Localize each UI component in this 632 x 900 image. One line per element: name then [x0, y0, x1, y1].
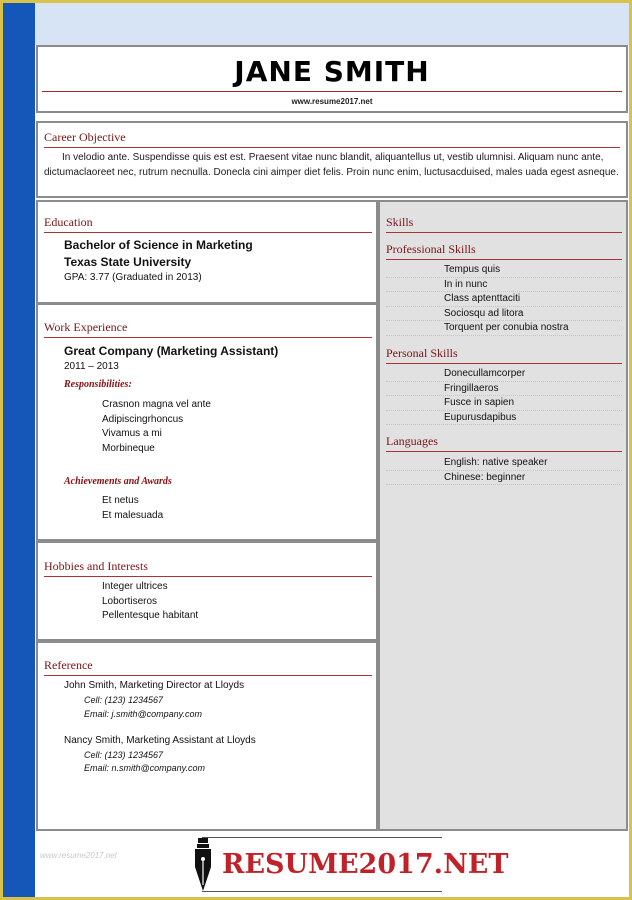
logo-text: RESUME2017.NET [222, 849, 509, 880]
list-item: Class aptenttaciti [386, 292, 622, 307]
list-item: English: native speaker [386, 456, 622, 471]
top-band [35, 3, 629, 45]
list-item: Sociosqu ad litora [386, 307, 622, 322]
career-objective-section [36, 121, 628, 198]
languages-list [386, 456, 622, 485]
languages-title: Languages [386, 434, 622, 452]
list-item: Fringillaeros [386, 382, 622, 397]
reference-cell: Cell: (123) 1234567 [84, 695, 164, 705]
list-item: Chinese: beginner [386, 471, 622, 486]
reference-cell: Cell: (123) 1234567 [84, 750, 164, 760]
header-panel [36, 45, 628, 113]
school: Texas State University [64, 255, 192, 269]
degree: Bachelor of Science in Marketing [64, 238, 253, 252]
list-item: Crasnon magna vel ante [102, 399, 211, 410]
section-title-objective: Career Objective [44, 130, 620, 148]
responsibilities-list [102, 398, 211, 456]
list-item: Eupurusdapibus [386, 411, 622, 426]
list-item: Morbineque [102, 442, 155, 454]
list-item: Donecullamcorper [386, 367, 622, 382]
section-title-education: Education [44, 215, 372, 233]
section-title-hobbies: Hobbies and Interests [44, 559, 372, 577]
candidate-name: JANE SMITH [234, 55, 430, 88]
hobbies-list [102, 580, 198, 624]
list-item: Pellentesque habitant [102, 610, 199, 621]
professional-skills-title: Professional Skills [386, 242, 622, 260]
list-item: Et malesuada [102, 509, 164, 521]
section-title-skills: Skills [386, 215, 622, 233]
list-item: Integer ultrices [102, 581, 168, 592]
list-item: Et netus [102, 495, 139, 506]
education-section [36, 200, 378, 304]
reference-email[interactable]: Email: n.smith@company.com [84, 763, 206, 773]
responsibilities-title: Responsibilities: [64, 379, 132, 390]
work-dates: 2011 – 2013 [64, 361, 119, 372]
list-item: Lobortiseros [102, 595, 158, 607]
list-item: Fusce in sapien [386, 396, 622, 411]
gpa: GPA: 3.77 (Graduated in 2013) [64, 272, 202, 283]
footer-url[interactable]: www.resume2017.net [40, 851, 117, 860]
personal-skills-list [386, 367, 622, 425]
list-item: Tempus quis [386, 263, 622, 278]
list-item: Adipiscingrhoncus [102, 413, 184, 425]
list-item: Torquent per conubia nostra [386, 321, 622, 336]
list-item: Vivamus a mi [102, 428, 162, 439]
footer [36, 831, 628, 897]
work-experience-section [36, 303, 378, 541]
skills-section [378, 200, 628, 831]
personal-skills-title: Personal Skills [386, 346, 622, 364]
list-item: In in nunc [386, 278, 622, 293]
section-title-reference: Reference [44, 658, 372, 676]
logo-rule-top [202, 837, 442, 838]
section-title-work: Work Experience [44, 320, 372, 338]
professional-skills-list [386, 263, 622, 336]
website-text: www.resume2017.net [291, 97, 373, 106]
reference-name: Nancy Smith, Marketing Assistant at Lloyds [64, 735, 256, 746]
reference-section [36, 641, 378, 831]
company: Great Company (Marketing Assistant) [64, 344, 279, 358]
reference-email[interactable]: Email: j.smith@company.com [84, 709, 202, 719]
logo-rule-bottom [202, 891, 442, 892]
fountain-pen-icon [192, 837, 214, 893]
achievements-list [102, 494, 163, 523]
name-divider [42, 91, 622, 92]
hobbies-section [36, 541, 378, 641]
achievements-title: Achievements and Awards [64, 476, 172, 487]
blue-side-stripe [3, 3, 35, 897]
reference-name: John Smith, Marketing Director at Lloyds [64, 680, 245, 691]
brand-logo[interactable] [192, 835, 509, 893]
objective-text: In velodio ante. Suspendisse quis est est. Praesent vitae nunc blandit, aliquantellus ut, vestib ulumnisi. Aliquam nunc ante, dictumaclaoreet nec, rutrum necnulla. Donecla cini aimper diet felis. Proin nunc enim, luctusacduised, males uada egest asneque. [44, 152, 619, 178]
